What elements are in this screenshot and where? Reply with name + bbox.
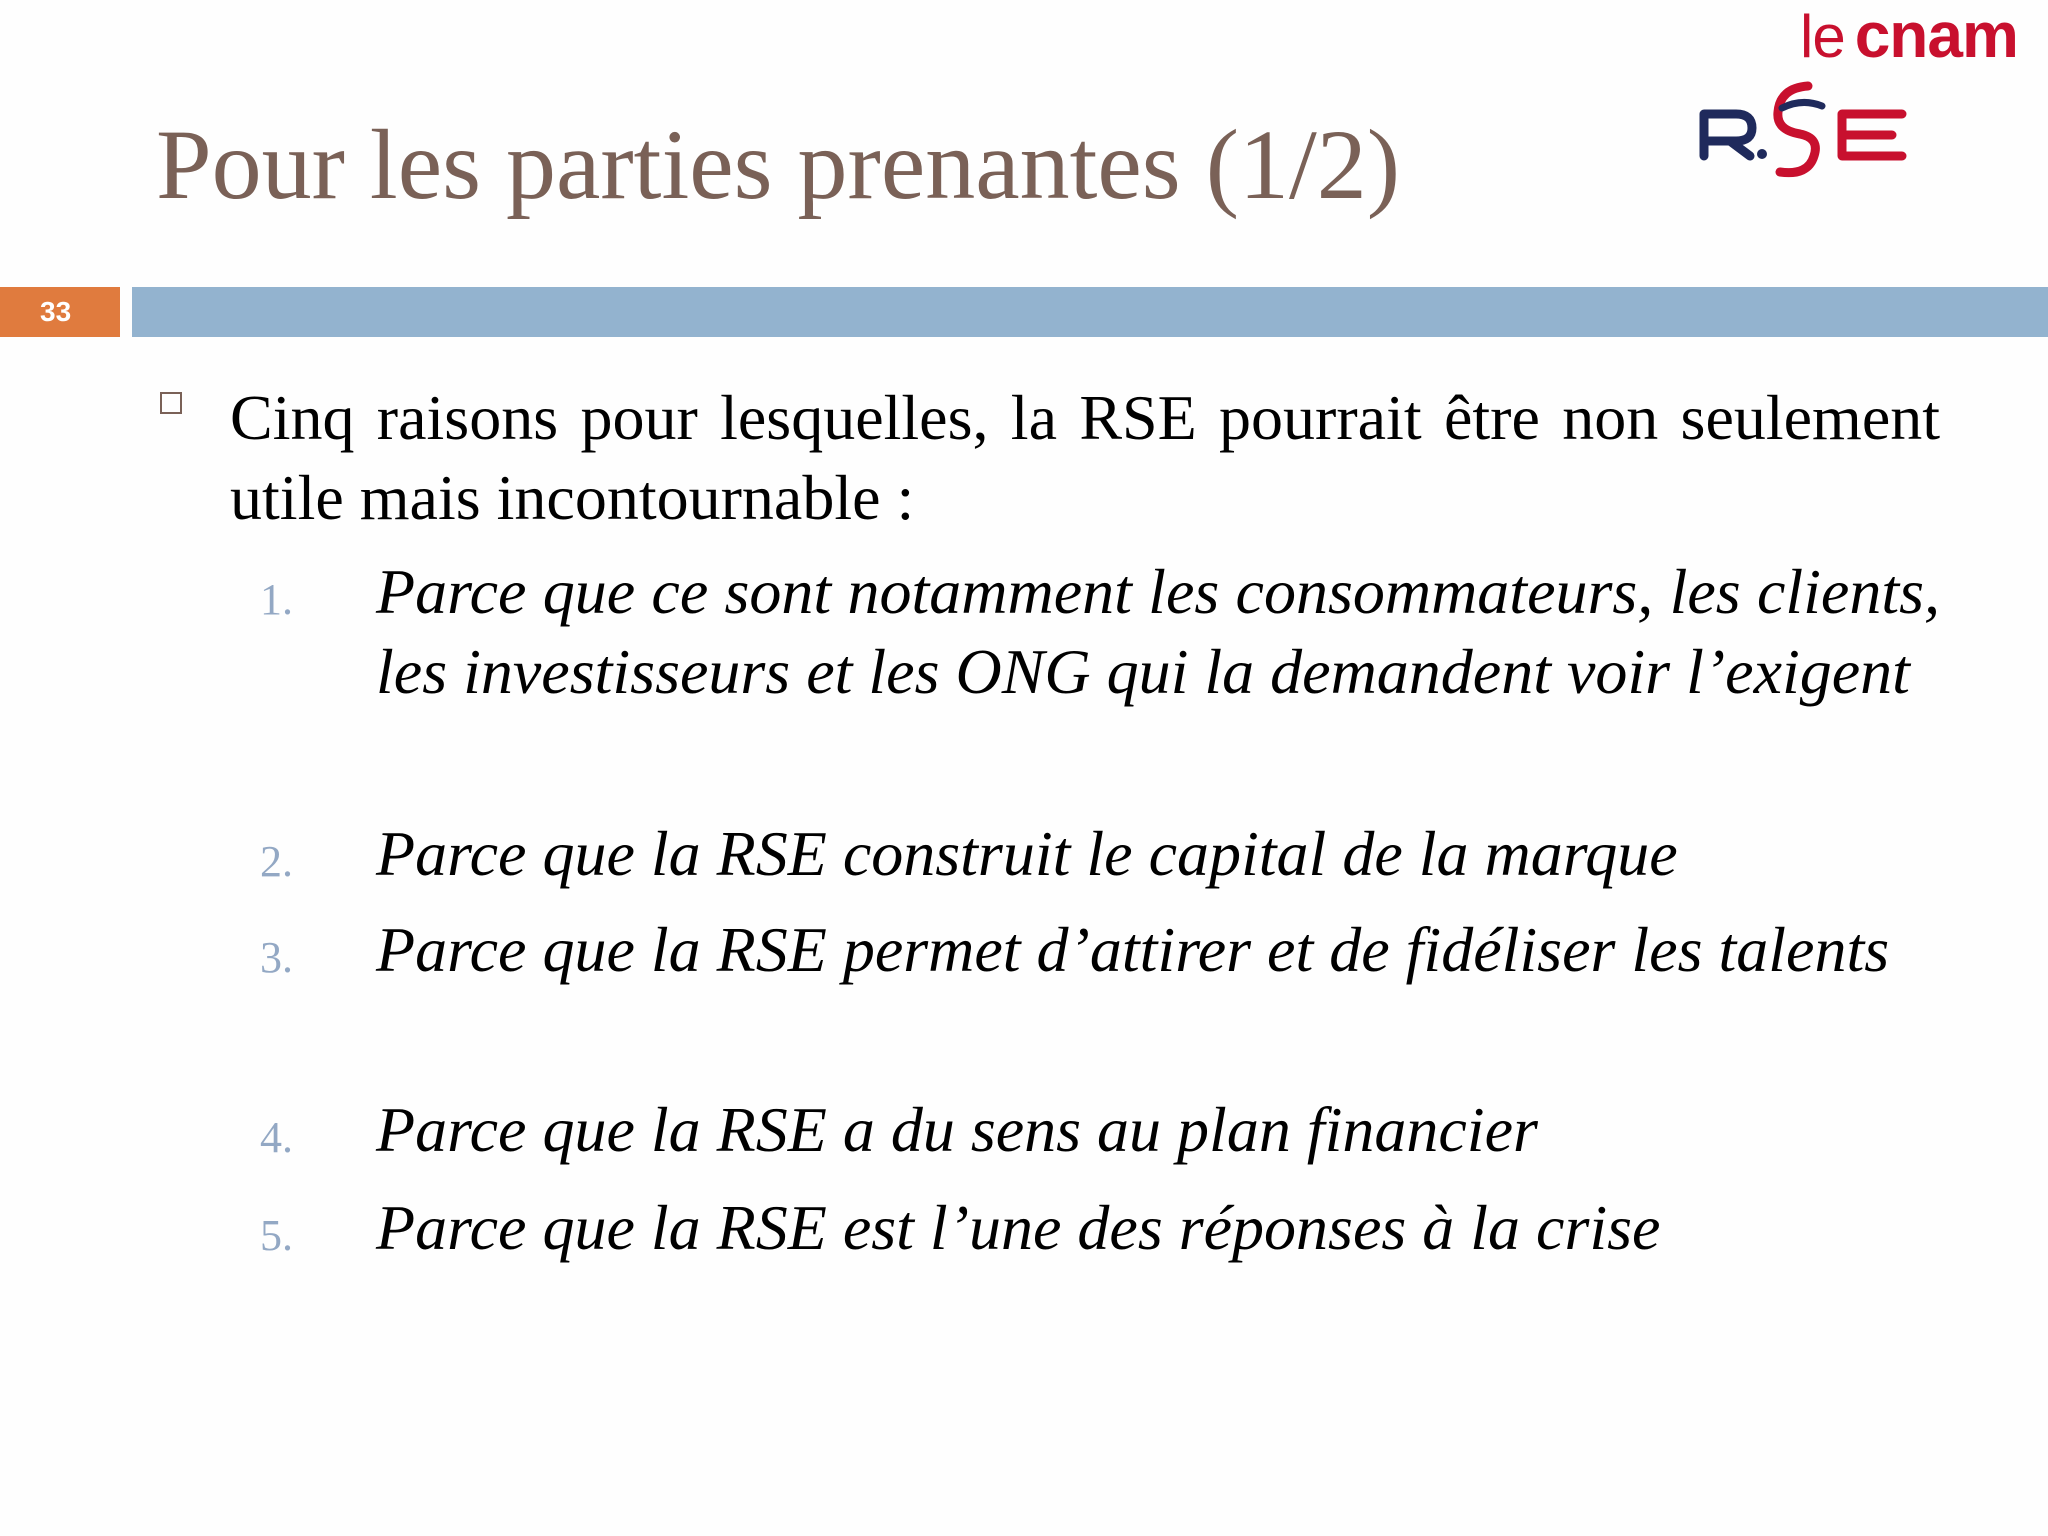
rse-logo-s-swoosh xyxy=(1782,102,1822,108)
list-item-number: 2. xyxy=(260,837,293,886)
list-item-text: Parce que la RSE permet d’attirer et de fidéliser les talents xyxy=(376,914,1890,985)
list-item-number: 3. xyxy=(260,933,293,982)
list-item-number: 5. xyxy=(260,1211,293,1260)
rse-logo-e xyxy=(1842,114,1902,156)
rse-logo-r xyxy=(1704,114,1752,156)
cnam-logo xyxy=(1800,0,2032,70)
main-bullet xyxy=(160,378,1940,538)
list-item-text: Parce que la RSE construit le capital de la marque xyxy=(376,818,1678,889)
title-divider-bar xyxy=(132,287,2048,337)
slide-number: 33 xyxy=(0,287,120,337)
list-item xyxy=(256,910,1940,990)
list-item xyxy=(256,552,1940,712)
cnam-logo-le: le xyxy=(1800,3,1845,70)
list-item-text: Parce que ce sont notamment les consommateurs, les clients, les investisseurs et les ONG qui la demandent voir l’exigent xyxy=(376,556,1940,707)
list-item-number: 1. xyxy=(260,575,293,624)
list-item-number: 4. xyxy=(260,1113,293,1162)
list-item xyxy=(256,1188,1940,1268)
intro-text: Cinq raisons pour lesquelles, la RSE pourrait être non seulement utile mais incontournable : xyxy=(230,382,1940,533)
cnam-logo-name: cnam xyxy=(1854,0,2018,71)
page-title: Pour les parties prenantes (1/2) xyxy=(156,109,1401,220)
square-bullet-icon xyxy=(160,392,182,414)
rse-logo xyxy=(1696,72,1916,182)
list-item-text: Parce que la RSE a du sens au plan financier xyxy=(376,1094,1538,1165)
list-item-text: Parce que la RSE est l’une des réponses à la crise xyxy=(376,1192,1661,1263)
list-item xyxy=(256,814,1940,894)
rse-logo-s xyxy=(1778,86,1816,173)
list-item xyxy=(256,1090,1940,1170)
rse-logo-dot xyxy=(1757,149,1767,159)
